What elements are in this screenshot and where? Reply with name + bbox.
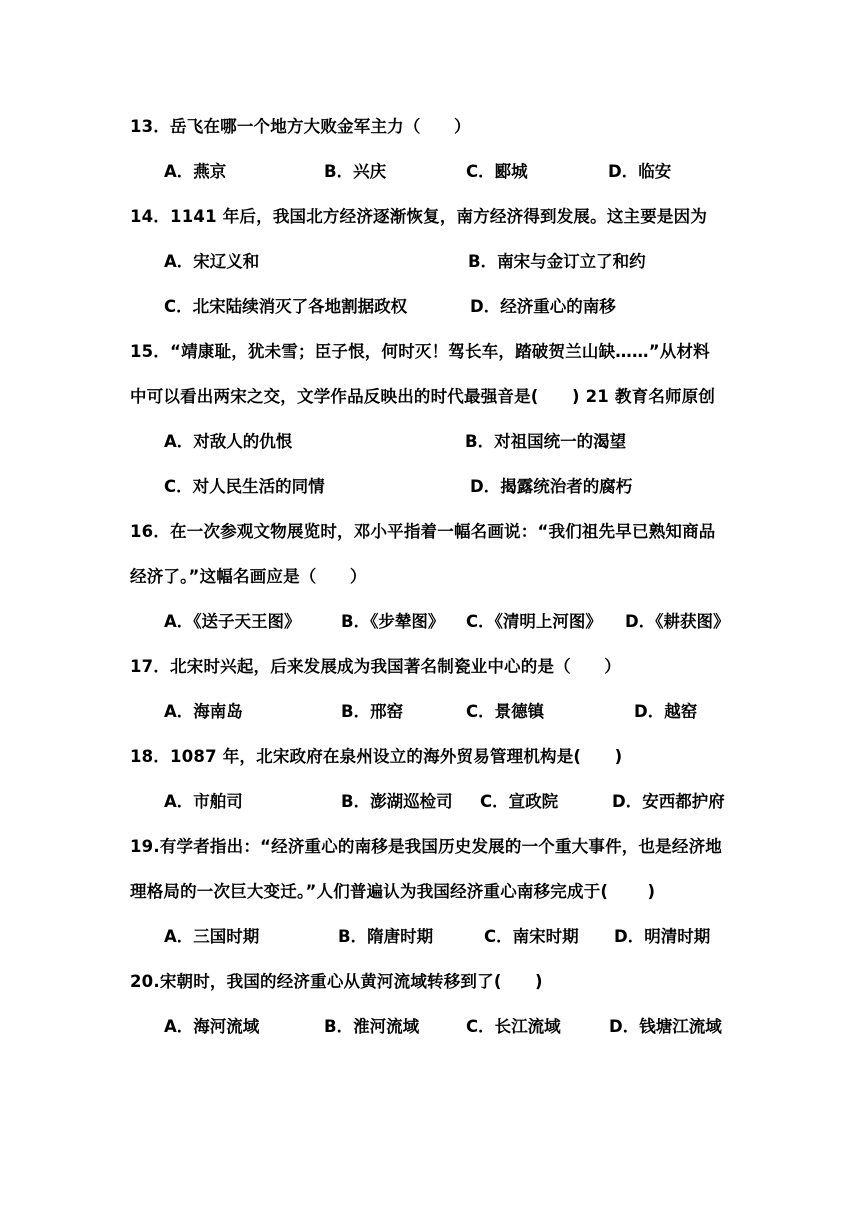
question-15-option-c: C．对人民生活的同情 bbox=[164, 477, 325, 496]
question-14-option-c: C．北宋陆续消灭了各地割据政权 bbox=[164, 297, 408, 316]
question-18-option-a: A．市舶司 bbox=[164, 792, 243, 811]
question-17-option-a: A．海南岛 bbox=[164, 702, 243, 721]
question-18-stem: 18．1087 年，北宋政府在泉州设立的海外贸易管理机构是( ) bbox=[130, 747, 623, 766]
question-18-option-d: D．安西都护府 bbox=[612, 792, 725, 811]
question-14-option-a: A．宋辽义和 bbox=[164, 252, 260, 271]
question-15-option-a: A．对敌人的仇恨 bbox=[164, 432, 293, 451]
question-13-option-c: C．郾城 bbox=[466, 162, 528, 181]
question-17-option-d: D．越窑 bbox=[634, 702, 698, 721]
question-13-option-b: B．兴庆 bbox=[324, 162, 387, 181]
question-15-option-b: B．对祖国统一的渴望 bbox=[465, 432, 627, 451]
question-17-stem: 17．北宋时兴起，后来发展成为我国著名制瓷业中心的是（ ） bbox=[130, 657, 621, 676]
question-15-option-d: D．揭露统治者的腐朽 bbox=[470, 477, 633, 496]
question-20-option-c: C．长江流域 bbox=[466, 1017, 561, 1036]
question-18-option-c: C．宣政院 bbox=[480, 792, 559, 811]
question-16-option-a: A．《送子天王图》 bbox=[164, 612, 301, 631]
question-19-option-c: C．南宋时期 bbox=[484, 927, 579, 946]
question-16-stem-line-1: 16．在一次参观文物展览时，邓小平指着一幅名画说：“我们祖先早已熟知商品 bbox=[130, 522, 716, 541]
question-14-option-d: D．经济重心的南移 bbox=[470, 297, 616, 316]
question-20-option-b: B．淮河流域 bbox=[324, 1017, 420, 1036]
question-16-option-b: B．《步辇图》 bbox=[341, 612, 445, 631]
question-19-option-a: A．三国时期 bbox=[164, 927, 260, 946]
question-13-stem: 13．岳飞在哪一个地方大败金军主力（ ） bbox=[130, 117, 471, 136]
question-15-stem-line-1: 15．“靖康耻，犹未雪；臣子恨，何时灭！驾长车，踏破贺兰山缺……”从材料 bbox=[130, 342, 710, 361]
question-18-option-b: B．澎湖巡检司 bbox=[341, 792, 453, 811]
question-13-option-a: A．燕京 bbox=[164, 162, 227, 181]
question-19-option-b: B．隋唐时期 bbox=[338, 927, 434, 946]
question-17-option-c: C．景德镇 bbox=[466, 702, 545, 721]
question-20-option-a: A．海河流域 bbox=[164, 1017, 260, 1036]
question-19-stem-line-1: 19.有学者指出：“经济重心的南移是我国历史发展的一个重大事件，也是经济地 bbox=[130, 837, 722, 856]
question-14-stem: 14．1141 年后，我国北方经济逐渐恢复，南方经济得到发展。这主要是因为 bbox=[130, 207, 708, 226]
question-19-stem-line-2: 理格局的一次巨大变迁。”人们普遍认为我国经济重心南移完成于( ) bbox=[130, 882, 656, 901]
question-13-option-d: D．临安 bbox=[608, 162, 672, 181]
question-17-option-b: B．邢窑 bbox=[341, 702, 404, 721]
question-19-option-d: D．明清时期 bbox=[614, 927, 711, 946]
question-20-option-d: D．钱塘江流域 bbox=[609, 1017, 722, 1036]
question-15-stem-line-2: 中可以看出两宋之交，文学作品反映出的时代最强音是( ) 21 教育名师原创 bbox=[130, 387, 716, 406]
question-16-option-d: D．《耕获图》 bbox=[625, 612, 730, 631]
question-16-option-c: C．《清明上河图》 bbox=[466, 612, 602, 631]
question-20-stem: 20.宋朝时，我国的经济重心从黄河流域转移到了( ) bbox=[130, 972, 543, 991]
question-14-option-b: B．南宋与金订立了和约 bbox=[468, 252, 646, 271]
question-16-stem-line-2: 经济了。”这幅名画应是（ ） bbox=[130, 567, 367, 586]
